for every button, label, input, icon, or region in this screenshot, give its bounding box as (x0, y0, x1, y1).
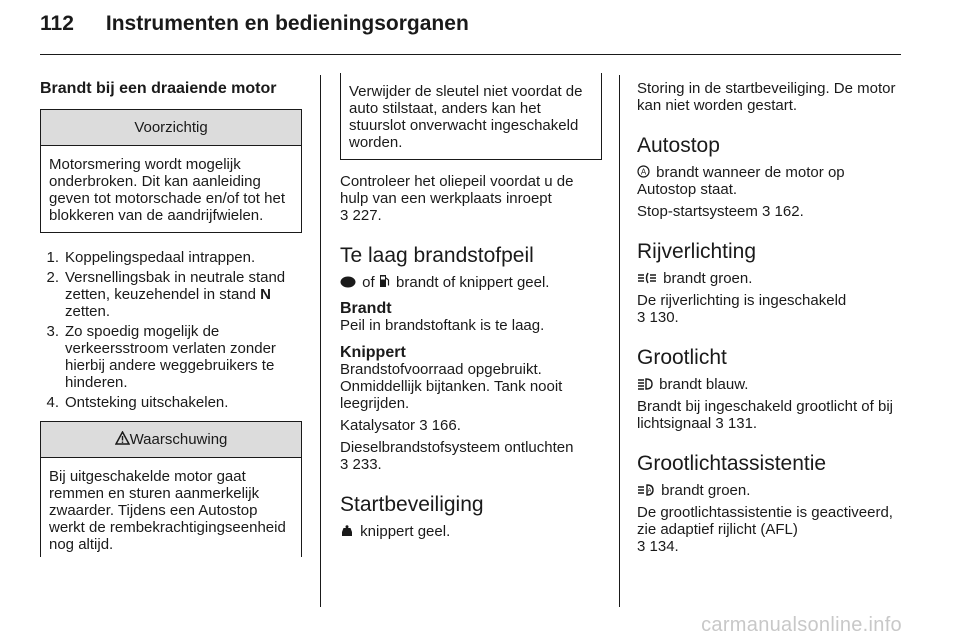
rijver-text: De rijverlichting is ingeschakeld (637, 292, 847, 309)
oil-ref: 3 227. (340, 207, 382, 224)
column-divider-2 (619, 75, 620, 607)
svg-text:A: A (647, 488, 652, 495)
oil-check-text: Controleer het oliepeil voordat u de hulp van een werkplaats inroept (340, 173, 574, 207)
rijver-ref: 3 130. (637, 309, 679, 326)
diesel-ref: 3 233. (340, 456, 382, 473)
assist-text: De grootlichtassistentie is geactiveerd, zie adaptief rijlicht (AFL) (637, 504, 893, 538)
autostop-line: A brandt wanneer de motor op Autostop staat. (637, 164, 845, 198)
section-title: Brandt bij een draaiende motor (40, 80, 277, 97)
knippert-text: Brandstofvoorraad opgebruikt. Onmiddellijk bijtanken. Tank nooit leegrijden. (340, 361, 563, 412)
warning-title: Waarschuwing (41, 422, 301, 458)
column-1 (40, 64, 302, 557)
steps-list (40, 249, 302, 411)
immob-line: knippert geel. (340, 523, 602, 540)
autostop-ref: Stop-startsysteem 3 162. (637, 203, 804, 220)
page-title: Instrumenten en bedieningsorganen (105, 12, 469, 35)
caution-body: Motorsmering wordt mogelijk onderbroken. Dit kan aanleiding geven tot motorschade en/of tot het blokkeren van de aandrijfwielen. (49, 156, 285, 224)
assist-ref: 3 134. (637, 538, 679, 555)
warning-box-continued: Verwijder de sleutel niet voordat de auto stilstaat, anders kan het stuurslot onverwacht ingeschakeld worden. (340, 73, 602, 160)
assist-heading: Grootlichtassistentie (637, 452, 827, 475)
fuel-pump-icon (379, 274, 390, 288)
immob-heading: Startbeveiliging (340, 493, 484, 516)
brandt-heading: Brandt (340, 300, 392, 317)
rijver-line: brandt groen. (637, 270, 902, 287)
column-3 (637, 64, 902, 560)
autostop-icon (637, 165, 650, 178)
list-item: 2. Versnellingsbak in neutrale stand zetten, keuzehendel in stand N zetten. (46, 269, 286, 320)
list-item: 3. Zo spoedig mogelijk de verkeersstroom verlaten zonder hierbij andere weggebruikers te hinderen. (46, 323, 276, 391)
katalysator-ref: Katalysator 3 166. (340, 417, 461, 434)
page-header (40, 12, 469, 36)
autostop-heading: Autostop (637, 134, 720, 157)
rijver-heading: Rijverlichting (637, 240, 757, 263)
fuel-heading: Te laag brandstofpeil (340, 244, 534, 267)
warning-body: Bij uitgeschakelde motor gaat remmen en sturen aanmerkelijk zwaarder. Tijdens een Autostop werkt de rembekrachtigingseenheid nog altijd. (49, 468, 286, 553)
fuel-drop-icon (340, 276, 356, 288)
fuel-line: of brandt of knippert geel. (340, 274, 602, 291)
svg-text:A: A (640, 167, 647, 177)
list-item: 4. Ontsteking uitschakelen. (46, 394, 229, 411)
brandt-text: Peil in brandstoftank is te laag. (340, 317, 545, 334)
groot-line: brandt blauw. (637, 376, 902, 393)
groot-heading: Grootlicht (637, 346, 727, 369)
watermark: carmanualsonline.info (701, 614, 902, 636)
diesel-text: Dieselbrandstofsysteem ontluchten (340, 439, 574, 456)
daytime-running-light-icon (637, 272, 657, 284)
column-divider-1 (320, 75, 321, 607)
high-beam-assist-icon (637, 484, 655, 496)
high-beam-icon (637, 378, 653, 390)
warning-triangle-icon (115, 431, 130, 445)
groot-text: Brandt bij ingeschakeld grootlicht of bij lichtsignaal 3 131. (637, 398, 893, 432)
assist-line: A brandt groen. (637, 482, 902, 499)
warning-box (40, 421, 302, 557)
column-2 (340, 64, 602, 545)
list-item: 1. Koppelingspedaal intrappen. (46, 249, 256, 266)
knippert-heading: Knippert (340, 344, 406, 361)
key-car-icon (340, 525, 354, 537)
immob-text: Storing in de startbeveiliging. De motor kan niet worden gestart. (637, 80, 896, 114)
page-number: 112 (40, 12, 74, 35)
caution-box (40, 109, 302, 233)
header-rule (40, 54, 901, 55)
caution-title: Voorzichtig (41, 110, 301, 146)
